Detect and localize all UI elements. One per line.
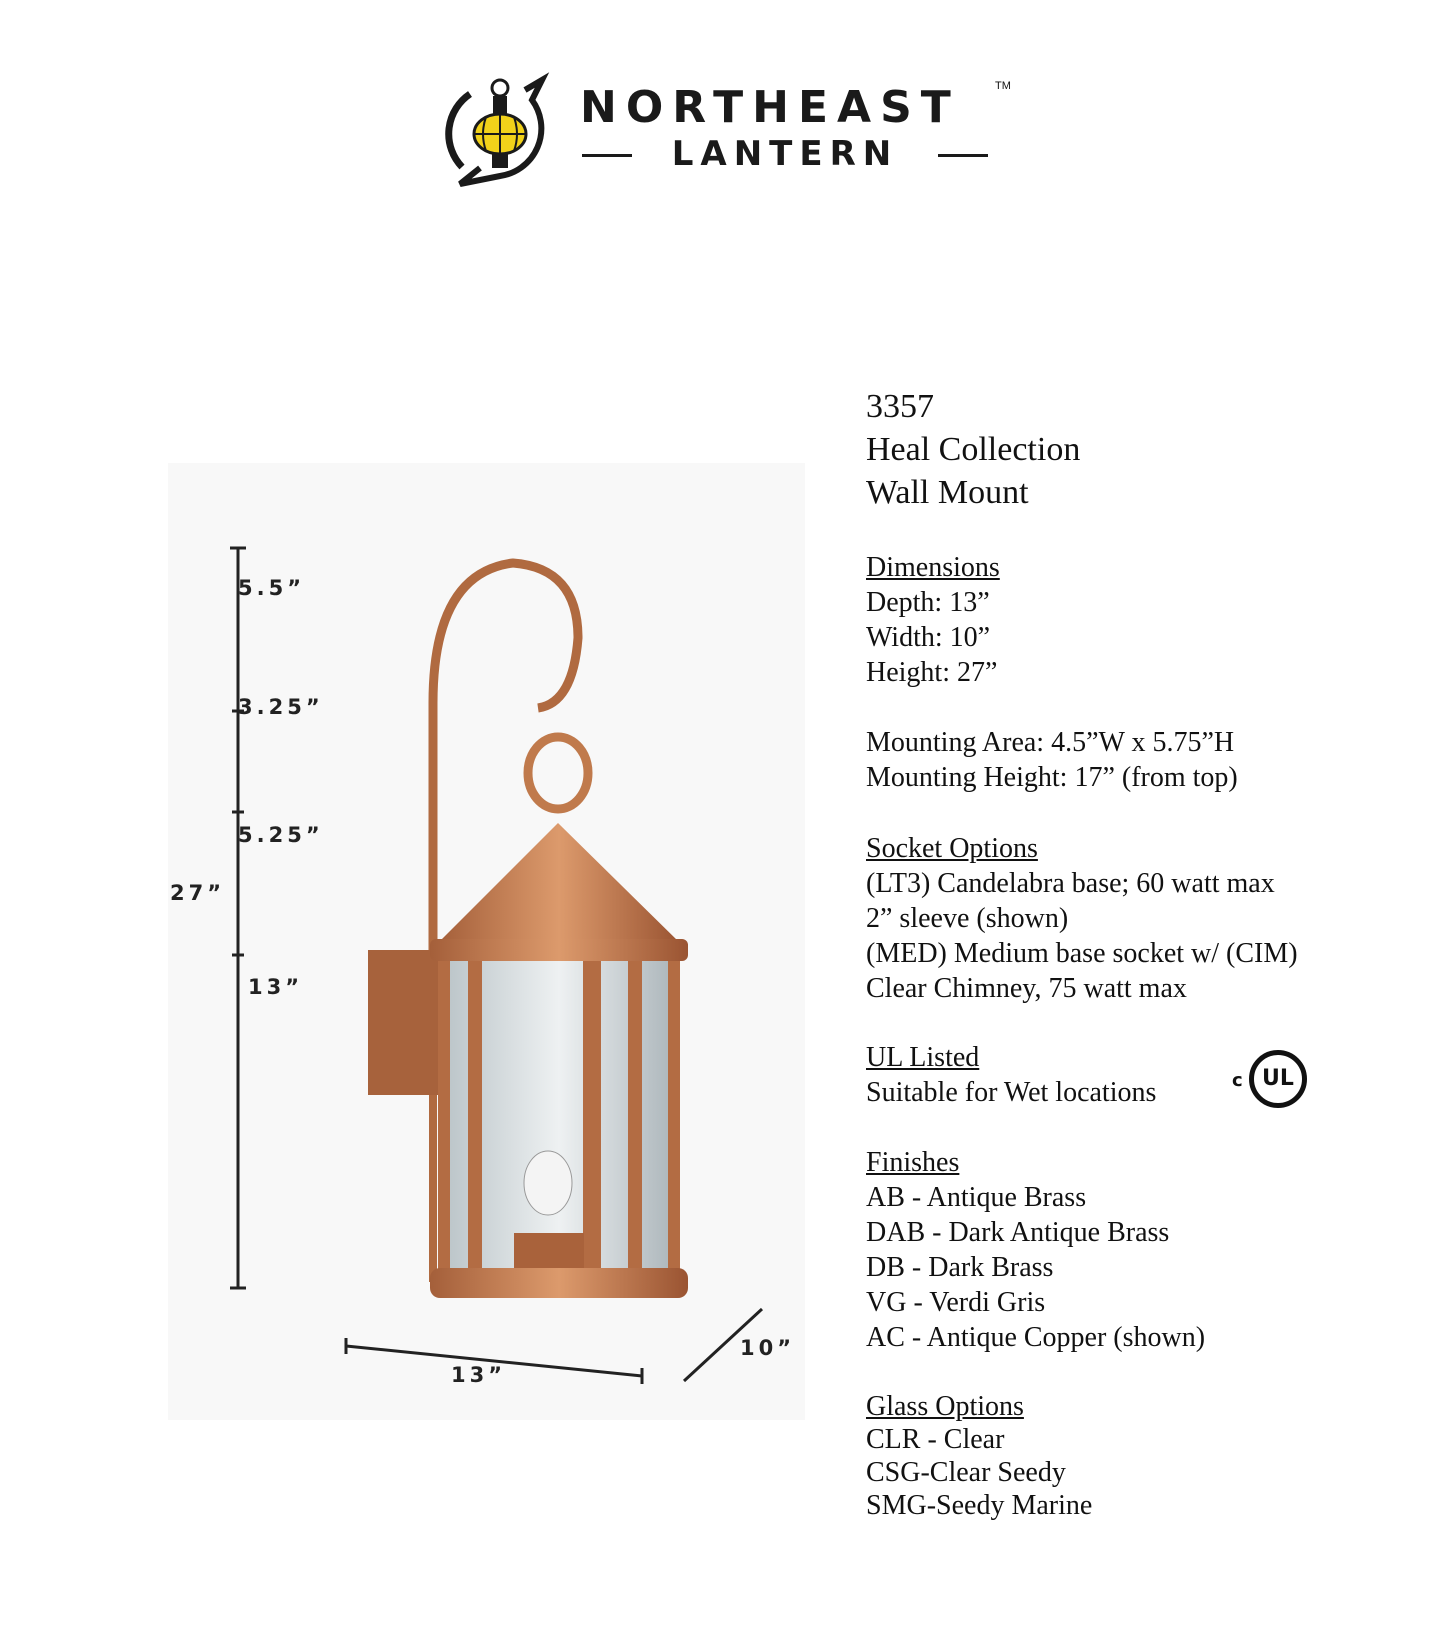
product-number: 3357 xyxy=(866,388,934,425)
mounting-section xyxy=(866,725,1238,795)
mounting-area: Mounting Area: 4.5”W x 5.75”H xyxy=(866,727,1235,758)
mounting-height: Mounting Height: 17” (from top) xyxy=(866,762,1238,793)
logo-text-northeast: NORTHEAST xyxy=(580,82,960,133)
socket-line: (MED) Medium base socket w/ (CIM) xyxy=(866,938,1298,969)
dimension-depth: Depth: 13” xyxy=(866,587,990,618)
ul-listed-badge xyxy=(1232,1048,1312,1108)
dimension-width: Width: 10” xyxy=(866,622,991,653)
dimension-label-body: 13” xyxy=(248,975,304,999)
dimension-label-width: 10” xyxy=(740,1336,796,1360)
finish-item: VG - Verdi Gris xyxy=(866,1287,1046,1318)
ul-badge-c: c xyxy=(1232,1070,1243,1091)
glass-section xyxy=(866,1390,1092,1522)
glass-item: CLR - Clear xyxy=(866,1424,1005,1455)
ul-heading: UL Listed xyxy=(866,1042,980,1073)
lantern-logo-icon xyxy=(440,72,560,192)
lantern-image xyxy=(168,463,805,1420)
socket-line: Clear Chimney, 75 watt max xyxy=(866,973,1187,1004)
glass-item: SMG-Seedy Marine xyxy=(866,1490,1093,1521)
ul-logo-icon: UL xyxy=(1249,1050,1307,1108)
ul-section xyxy=(866,1040,1156,1110)
dimension-label-cap: 5.25” xyxy=(238,823,324,847)
socket-section xyxy=(866,831,1298,1006)
finish-item: AB - Antique Brass xyxy=(866,1182,1087,1213)
northeast-lantern-logo xyxy=(440,72,1020,192)
glass-item: CSG-Clear Seedy xyxy=(866,1457,1066,1488)
dimension-label-arm: 3.25” xyxy=(238,695,324,719)
socket-line: 2” sleeve (shown) xyxy=(866,903,1069,934)
product-title xyxy=(866,385,1080,514)
product-photo xyxy=(168,463,805,1420)
product-type: Wall Mount xyxy=(866,474,1029,511)
glass-heading: Glass Options xyxy=(866,1391,1024,1422)
dimensions-heading: Dimensions xyxy=(866,552,1000,583)
dimension-height: Height: 27” xyxy=(866,657,998,688)
dimension-label-top: 5.5” xyxy=(238,576,306,600)
finish-item: AC - Antique Copper (shown) xyxy=(866,1322,1206,1353)
finish-item: DB - Dark Brass xyxy=(866,1252,1054,1283)
socket-heading: Socket Options xyxy=(866,833,1038,864)
finishes-heading: Finishes xyxy=(866,1147,960,1178)
dimension-label-depth: 13” xyxy=(451,1363,507,1387)
finish-item: DAB - Dark Antique Brass xyxy=(866,1217,1170,1248)
logo-text-lantern: LANTERN xyxy=(671,134,899,174)
logo-dash-right xyxy=(938,154,988,157)
dimension-label-total: 27” xyxy=(170,881,226,905)
socket-line: (LT3) Candelabra base; 60 watt max xyxy=(866,868,1275,899)
ul-wet-locations: Suitable for Wet locations xyxy=(866,1077,1157,1108)
product-collection: Heal Collection xyxy=(866,431,1081,468)
dimensions-section xyxy=(866,550,1000,690)
trademark-symbol: TM xyxy=(995,80,1011,92)
finishes-section xyxy=(866,1145,1205,1355)
